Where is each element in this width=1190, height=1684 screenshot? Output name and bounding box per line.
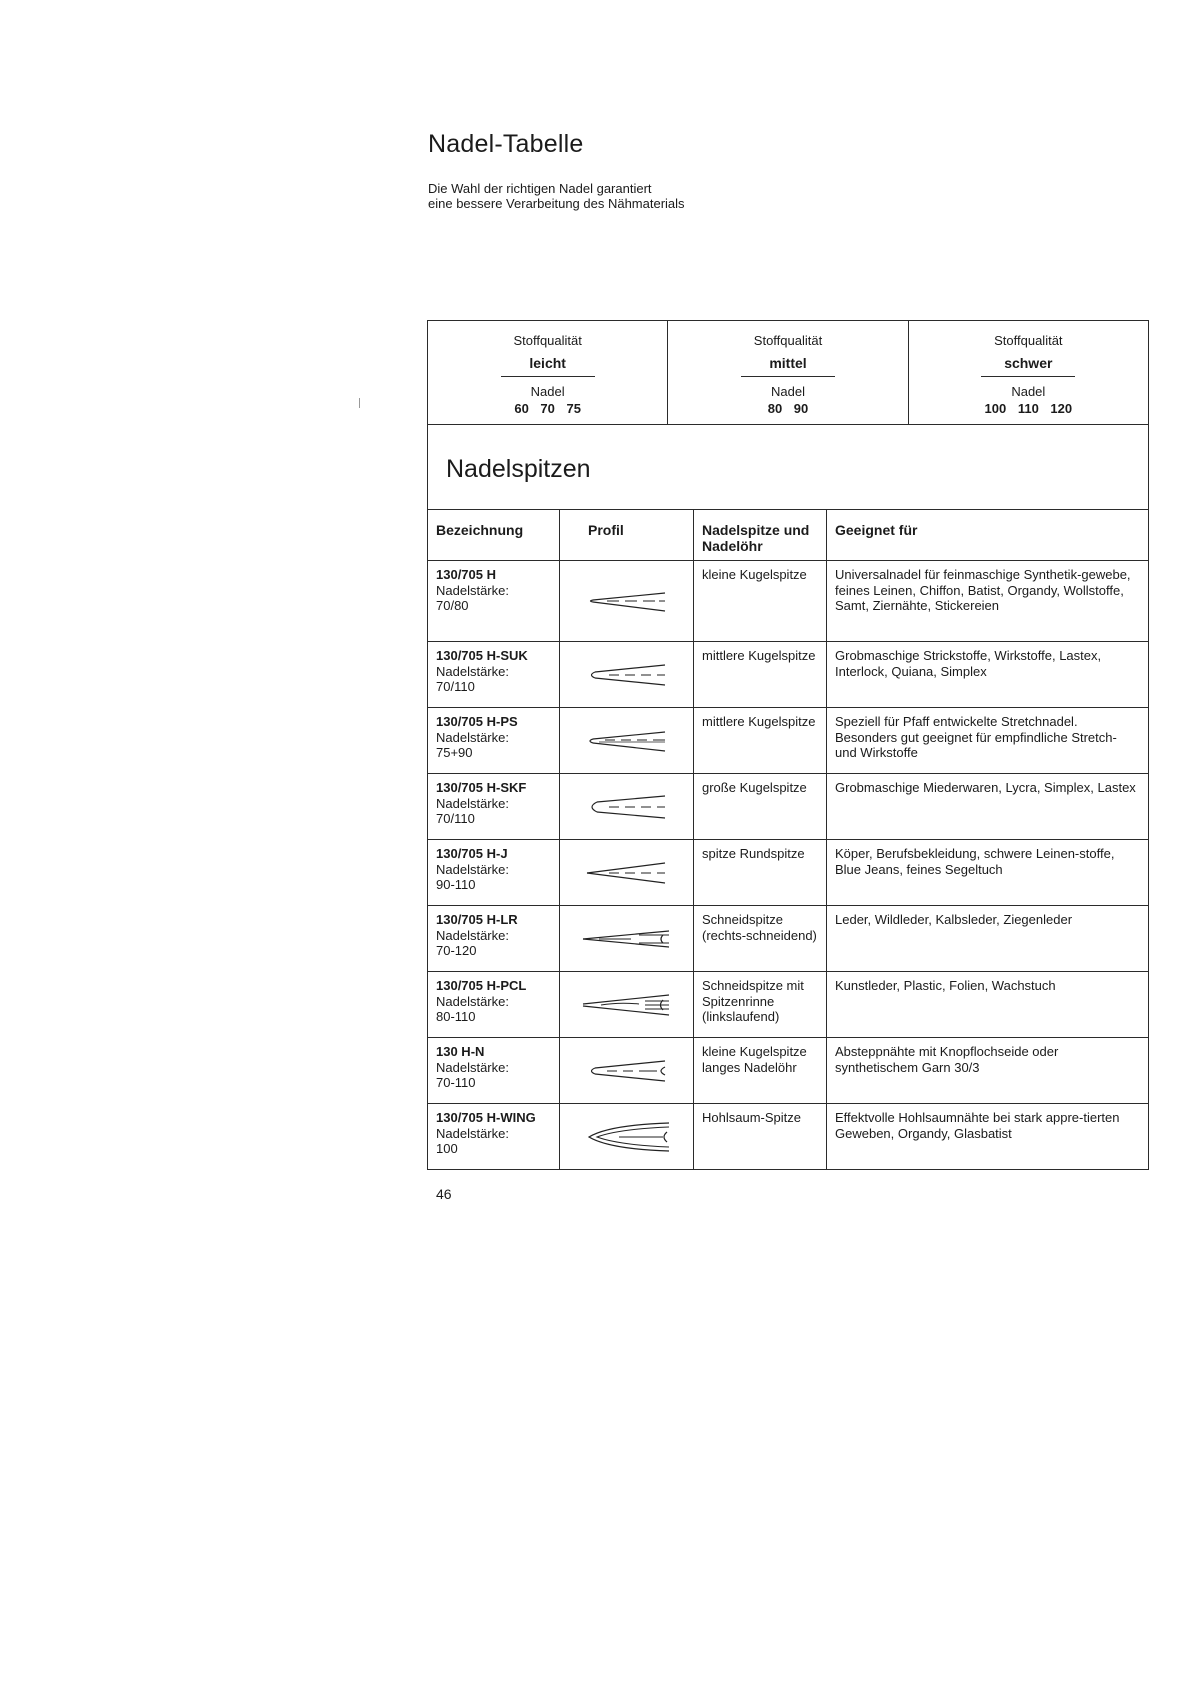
needle-cutting-right-icon xyxy=(579,919,675,959)
quality-cell-light xyxy=(428,321,667,424)
designation-cell xyxy=(428,1038,559,1103)
section-title-row xyxy=(428,425,1148,510)
needle-code: 130/705 H-WING xyxy=(436,1110,536,1125)
profile-cell xyxy=(559,1038,693,1103)
strength-value: 100 xyxy=(436,1141,458,1156)
needle-code: 130 H-N xyxy=(436,1044,485,1059)
divider xyxy=(501,376,595,377)
needle-code: 130/705 H-PCL xyxy=(436,978,527,993)
subtitle-line: Die Wahl der richtigen Nadel garantiert xyxy=(428,181,652,196)
strength-label: Nadelstärke: xyxy=(436,993,509,1009)
quality-level: mittel xyxy=(769,355,807,371)
suitable-cell: Köper, Berufsbekleidung, schwere Leinen-stoffe, Blue Jeans, feines Segeltuch xyxy=(826,840,1148,905)
strength-value: 70/110 xyxy=(436,811,475,826)
point-cell: große Kugelspitze xyxy=(693,774,826,839)
needle-code: 130/705 H-LR xyxy=(436,912,518,927)
designation-cell xyxy=(428,906,559,971)
quality-label: Stoffqualität xyxy=(513,333,582,348)
needle-label: Nadel xyxy=(1011,384,1046,399)
needle-ball-medium-icon xyxy=(579,655,675,695)
strength-label: Nadelstärke: xyxy=(436,1059,509,1075)
page-subtitle xyxy=(428,181,685,211)
table-row xyxy=(428,906,1148,972)
needle-code: 130/705 H-SUK xyxy=(436,648,528,663)
strength-value: 70/110 xyxy=(436,679,475,694)
column-header-point: Nadelspitze und Nadelöhr xyxy=(693,510,826,560)
divider xyxy=(741,376,835,377)
suitable-cell: Grobmaschige Miederwaren, Lycra, Simplex, Lastex xyxy=(826,774,1148,839)
suitable-cell: Speziell für Pfaff entwickelte Stretchnadel. Besonders gut geeignet für empfindliche Stretch- und Wirkstoffe xyxy=(826,708,1148,773)
profile-cell xyxy=(559,642,693,707)
designation-cell xyxy=(428,561,559,641)
suitable-cell: Absteppnähte mit Knopflochseide oder synthetischem Garn 30/3 xyxy=(826,1038,1148,1103)
subtitle-line: eine bessere Verarbeitung des Nähmaterials xyxy=(428,196,685,211)
point-cell: Schneidspitze mit Spitzenrinne (linkslaufend) xyxy=(693,972,826,1037)
quality-label: Stoffqualität xyxy=(753,333,823,348)
point-cell: Schneidspitze (rechts-schneidend) xyxy=(693,906,826,971)
profile-cell xyxy=(559,840,693,905)
profile-cell xyxy=(559,1104,693,1169)
quality-cell-medium xyxy=(667,321,907,424)
needle-table xyxy=(427,320,1149,1170)
page-title: Nadel-Tabelle xyxy=(428,130,584,158)
table-row xyxy=(428,642,1148,708)
page-number: 46 xyxy=(436,1186,452,1202)
needle-code: 130/705 H-J xyxy=(436,846,508,861)
suitable-cell: Universalnadel für feinmaschige Synthetik-gewebe, feines Leinen, Chiffon, Batist, Organdy, Wollstoffe, Samt, Ziernähte, Stickereien xyxy=(826,561,1148,641)
point-cell: spitze Rundspitze xyxy=(693,840,826,905)
table-header xyxy=(428,510,1148,561)
table-row xyxy=(428,972,1148,1038)
designation-cell xyxy=(428,642,559,707)
table-row xyxy=(428,774,1148,840)
strength-label: Nadelstärke: xyxy=(436,663,509,679)
suitable-cell: Effektvolle Hohlsaumnähte bei stark appre-tierten Geweben, Organdy, Glasbatist xyxy=(826,1104,1148,1169)
suitable-cell: Leder, Wildleder, Kalbsleder, Ziegenleder xyxy=(826,906,1148,971)
column-header-suitable: Geeignet für xyxy=(826,510,1148,560)
designation-cell xyxy=(428,972,559,1037)
needle-stretch-icon xyxy=(579,721,675,761)
scan-mark xyxy=(359,398,360,408)
needle-code: 130/705 H-SKF xyxy=(436,780,527,795)
strength-value: 70-110 xyxy=(436,1075,476,1090)
needle-code: 130/705 H-PS xyxy=(436,714,518,729)
needle-code: 130/705 H xyxy=(436,567,496,582)
quality-level: schwer xyxy=(1004,355,1053,371)
needle-ball-small-icon xyxy=(579,581,675,621)
column-header-profile: Profil xyxy=(559,510,693,560)
fabric-quality-row xyxy=(428,321,1148,425)
column-header-designation: Bezeichnung xyxy=(436,522,524,538)
needle-sizes: 100 110 120 xyxy=(984,401,1073,416)
table-row xyxy=(428,840,1148,906)
strength-label: Nadelstärke: xyxy=(436,795,509,811)
table-row xyxy=(428,561,1148,642)
suitable-cell: Kunstleder, Plastic, Folien, Wachstuch xyxy=(826,972,1148,1037)
needle-label: Nadel xyxy=(530,384,565,399)
needle-sizes: 80 90 xyxy=(767,401,809,416)
table-row xyxy=(428,1038,1148,1104)
needle-label: Nadel xyxy=(771,384,805,399)
point-cell: kleine Kugelspitze xyxy=(693,561,826,641)
point-cell: Hohlsaum-Spitze xyxy=(693,1104,826,1169)
needle-ball-large-icon xyxy=(579,787,675,827)
table-row xyxy=(428,708,1148,774)
designation-cell xyxy=(428,708,559,773)
point-cell: mittlere Kugelspitze xyxy=(693,708,826,773)
needle-sizes: 60 70 75 xyxy=(514,401,581,416)
strength-value: 90-110 xyxy=(436,877,476,892)
divider xyxy=(981,376,1075,377)
profile-cell xyxy=(559,708,693,773)
strength-label: Nadelstärke: xyxy=(436,927,509,943)
table-body xyxy=(428,561,1148,1169)
designation-cell xyxy=(428,774,559,839)
strength-label: Nadelstärke: xyxy=(436,1125,509,1141)
strength-label: Nadelstärke: xyxy=(436,861,509,877)
strength-value: 70/80 xyxy=(436,598,469,613)
needle-wing-icon xyxy=(579,1117,675,1157)
point-cell: kleine Kugelspitze langes Nadelöhr xyxy=(693,1038,826,1103)
needle-cutting-left-icon xyxy=(579,985,675,1025)
suitable-cell: Grobmaschige Strickstoffe, Wirkstoffe, Lastex, Interlock, Quiana, Simplex xyxy=(826,642,1148,707)
table-row xyxy=(428,1104,1148,1169)
quality-label: Stoffqualität xyxy=(994,333,1063,348)
needle-long-eye-icon xyxy=(579,1051,675,1091)
profile-cell xyxy=(559,561,693,641)
strength-value: 75+90 xyxy=(436,745,473,760)
quality-cell-heavy xyxy=(908,321,1148,424)
designation-cell xyxy=(428,1104,559,1169)
strength-value: 70-120 xyxy=(436,943,477,958)
section-title: Nadelspitzen xyxy=(446,455,591,483)
strength-label: Nadelstärke: xyxy=(436,582,509,598)
strength-label: Nadelstärke: xyxy=(436,729,509,745)
quality-level: leicht xyxy=(529,355,566,371)
strength-value: 80-110 xyxy=(436,1009,476,1024)
needle-sharp-icon xyxy=(579,853,675,893)
designation-cell xyxy=(428,840,559,905)
point-cell: mittlere Kugelspitze xyxy=(693,642,826,707)
profile-cell xyxy=(559,972,693,1037)
profile-cell xyxy=(559,774,693,839)
profile-cell xyxy=(559,906,693,971)
